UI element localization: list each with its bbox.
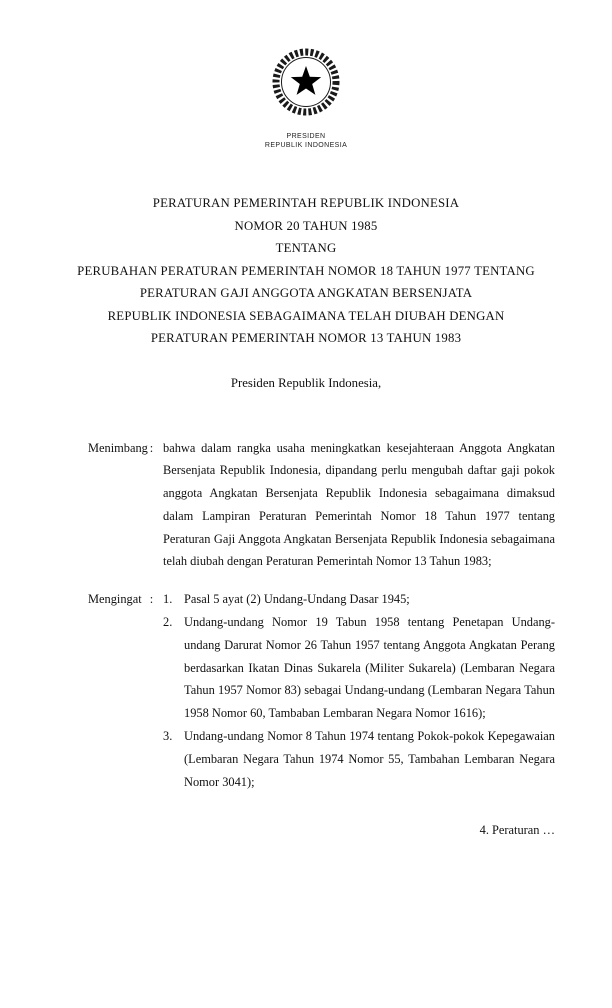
title-line-4: PERUBAHAN PERATURAN PEMERINTAH NOMOR 18 TAHUN 1977 TENTANG xyxy=(77,263,535,278)
title-line-2: NOMOR 20 TAHUN 1985 xyxy=(234,218,378,233)
section-menimbang xyxy=(0,437,612,574)
document-title xyxy=(0,192,612,350)
star-wreath-emblem-icon xyxy=(264,40,348,124)
list-item-number: 3. xyxy=(163,729,173,744)
agency-line-presiden: PRESIDEN xyxy=(286,133,326,140)
section-colon: : xyxy=(149,592,154,607)
title-line-5: PERATURAN GAJI ANGGOTA ANGKATAN BERSENJATA xyxy=(139,286,473,300)
page-catchword: 4. Peraturan … xyxy=(479,823,555,838)
section-label-menimbang: Menimbang xyxy=(88,440,148,455)
list-item-number: 1. xyxy=(163,592,173,607)
section-colon: : xyxy=(149,440,154,455)
agency-name xyxy=(0,132,612,150)
list-item-text: Pasal 5 ayat (2) Undang-Undang Dasar 1945; xyxy=(184,592,410,607)
title-line-3: TENTANG xyxy=(275,241,337,255)
national-emblem xyxy=(0,0,612,150)
title-line-7: PERATURAN PEMERINTAH NOMOR 13 TAHUN 1983 xyxy=(150,331,462,345)
list-item-text: Undang-undang Nomor 19 Tabun 1958 tentang Penetapan Undang- undang Darurat Nomor 26 Tahun 1957 tentang Anggota Angkatan Perang berdasarkan Ikatan Dinas Sukarela (Militer Sukarela) (Lembaran Negara Tahun 1957 Nomor 83) sebagai Undang-undang (Lembaran Negara Tahun 1958 Nomor 60, Tambaban Lembaran Negara Nomor 1616); xyxy=(184,615,555,721)
mengingat-list xyxy=(163,588,555,793)
agency-line-republik-indonesia: REPUBLIK INDONESIA xyxy=(264,142,348,149)
list-item-text: Undang-undang Nomor 8 Tahun 1974 tentang Pokok-pokok Kepegawaian (Lembaran Negara Tahun 1974 Nomor 55, Tambahan Lembaran Negara Nomor 3041); xyxy=(184,729,555,789)
list-item-number: 2. xyxy=(163,615,173,630)
salutation: Presiden Republik Indonesia, xyxy=(230,375,382,390)
list-item xyxy=(163,725,555,793)
section-mengingat xyxy=(0,588,612,793)
title-line-6: REPUBLIK INDONESIA SEBAGAIMANA TELAH DIUBAH DENGAN xyxy=(107,308,505,323)
section-label-mengingat: Mengingat xyxy=(88,592,142,607)
list-item xyxy=(163,588,555,611)
list-item xyxy=(163,611,555,725)
menimbang-paragraph: bahwa dalam rangka usaha meningkatkan kesejahteraan Anggota Angkatan Bersenjata Republik Indonesia, dipandang perlu mengubah daftar gaji pokok anggota Angkatan Bersenjata Republik Indonesia sebagaimana dimaksud dalam Lampiran Peraturan Pemerintah Nomor 18 Tahun 1977 tentang Peraturan Gaji Anggota Angkatan Bersenjata Republik Indonesia sebagaimana telah diubah dengan Peraturan Pemerintah Nomor 13 Tahun 1983; xyxy=(163,440,555,569)
title-line-1: PERATURAN PEMERINTAH REPUBLIK INDONESIA xyxy=(152,196,460,210)
